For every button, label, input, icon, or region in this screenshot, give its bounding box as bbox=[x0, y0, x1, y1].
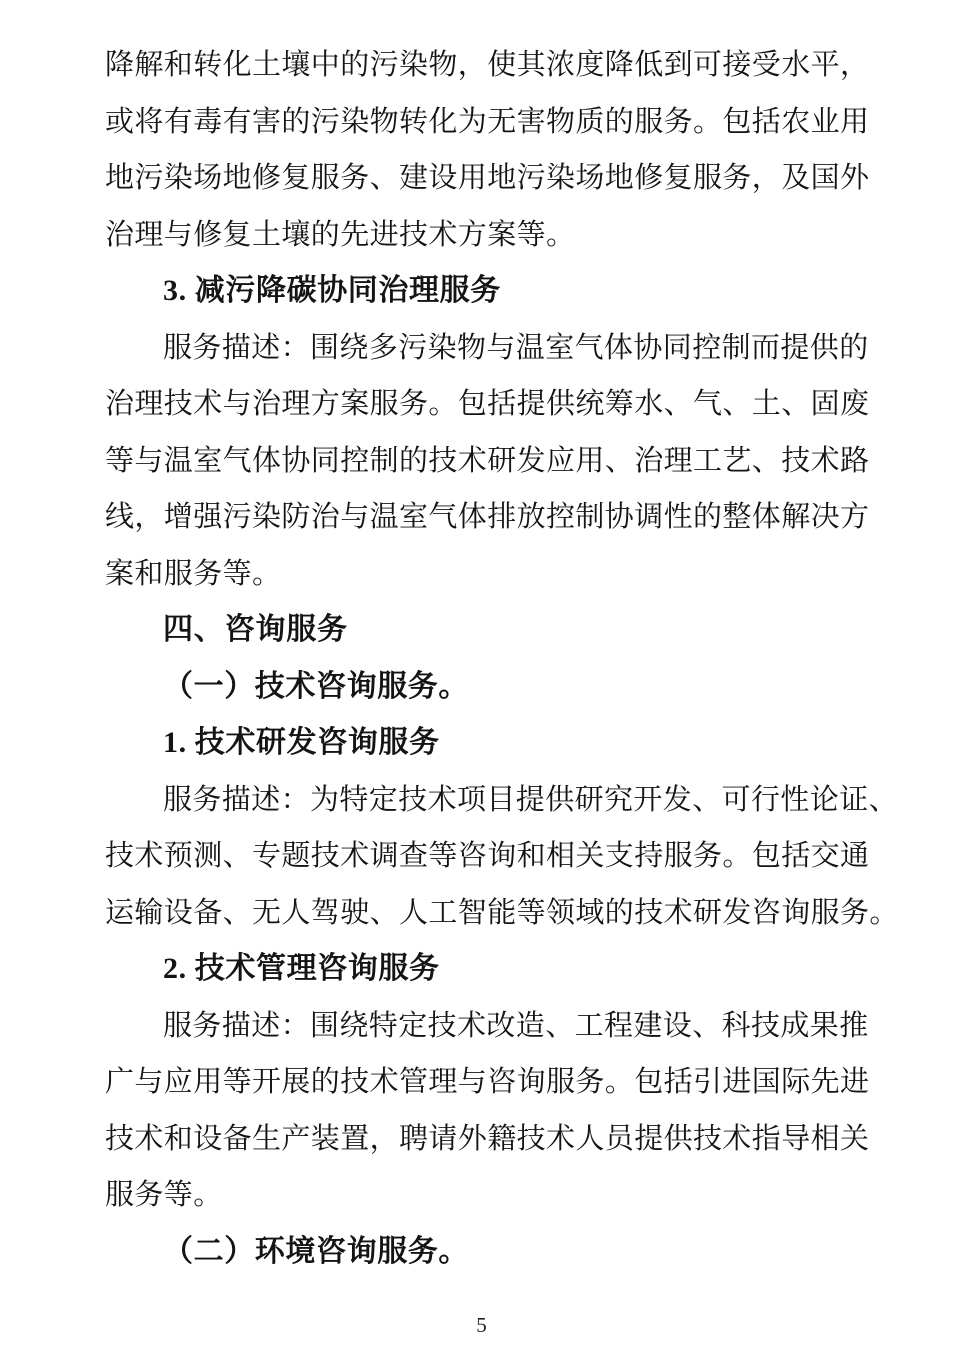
section-heading-parenthesized: （二）环境咨询服务。 bbox=[163, 1234, 469, 1268]
chapter-heading: 四、咨询服务 bbox=[163, 613, 348, 646]
paragraph-line: 运输设备、无人驾驶、人工智能等领域的技术研发咨询服务。 bbox=[105, 896, 899, 929]
paragraph-line: 线，增强污染防治与温室气体排放控制协调性的整体解决方 bbox=[105, 501, 870, 533]
paragraph-line: 服务描述：围绕多污染物与温室气体协同控制而提供的 bbox=[163, 331, 869, 364]
paragraph-line: 治理与修复土壤的先进技术方案等。 bbox=[105, 218, 576, 251]
section-heading-numbered: 3. 减污降碳协同治理服务 bbox=[163, 274, 501, 307]
document-content bbox=[105, 37, 899, 1280]
paragraph-line: 广与应用等开展的技术管理与咨询服务。包括引进国际先进 bbox=[105, 1066, 870, 1098]
section-heading-numbered: 1. 技术研发咨询服务 bbox=[163, 726, 440, 759]
paragraph-line: 降解和转化土壤中的污染物，使其浓度降低到可接受水平， bbox=[105, 49, 870, 81]
section-heading-parenthesized: （一）技术咨询服务。 bbox=[163, 669, 469, 703]
paragraph-line: 或将有毒有害的污染物转化为无害物质的服务。包括农业用 bbox=[105, 105, 870, 138]
paragraph-line: 案和服务等。 bbox=[105, 557, 282, 590]
paragraph-line: 技术预测、专题技术调查等咨询和相关支持服务。包括交通 bbox=[105, 840, 870, 872]
paragraph-line: 地污染场地修复服务、建设用地污染场地修复服务，及国外 bbox=[105, 162, 870, 194]
paragraph-line: 等与温室气体协同控制的技术研发应用、治理工艺、技术路 bbox=[105, 444, 870, 477]
page-number: 5 bbox=[476, 1313, 487, 1337]
paragraph-line: 服务描述：为特定技术项目提供研究开发、可行性论证、 bbox=[163, 783, 899, 816]
paragraph-line: 服务描述：围绕特定技术改造、工程建设、科技成果推 bbox=[163, 1009, 869, 1042]
paragraph-line: 治理技术与治理方案服务。包括提供统筹水、气、土、固废 bbox=[105, 388, 870, 420]
section-heading-numbered: 2. 技术管理咨询服务 bbox=[163, 952, 440, 985]
paragraph-line: 服务等。 bbox=[105, 1179, 223, 1211]
page-footer bbox=[0, 1313, 963, 1338]
paragraph-line: 技术和设备生产装置，聘请外籍技术人员提供技术指导相关 bbox=[105, 1122, 870, 1155]
